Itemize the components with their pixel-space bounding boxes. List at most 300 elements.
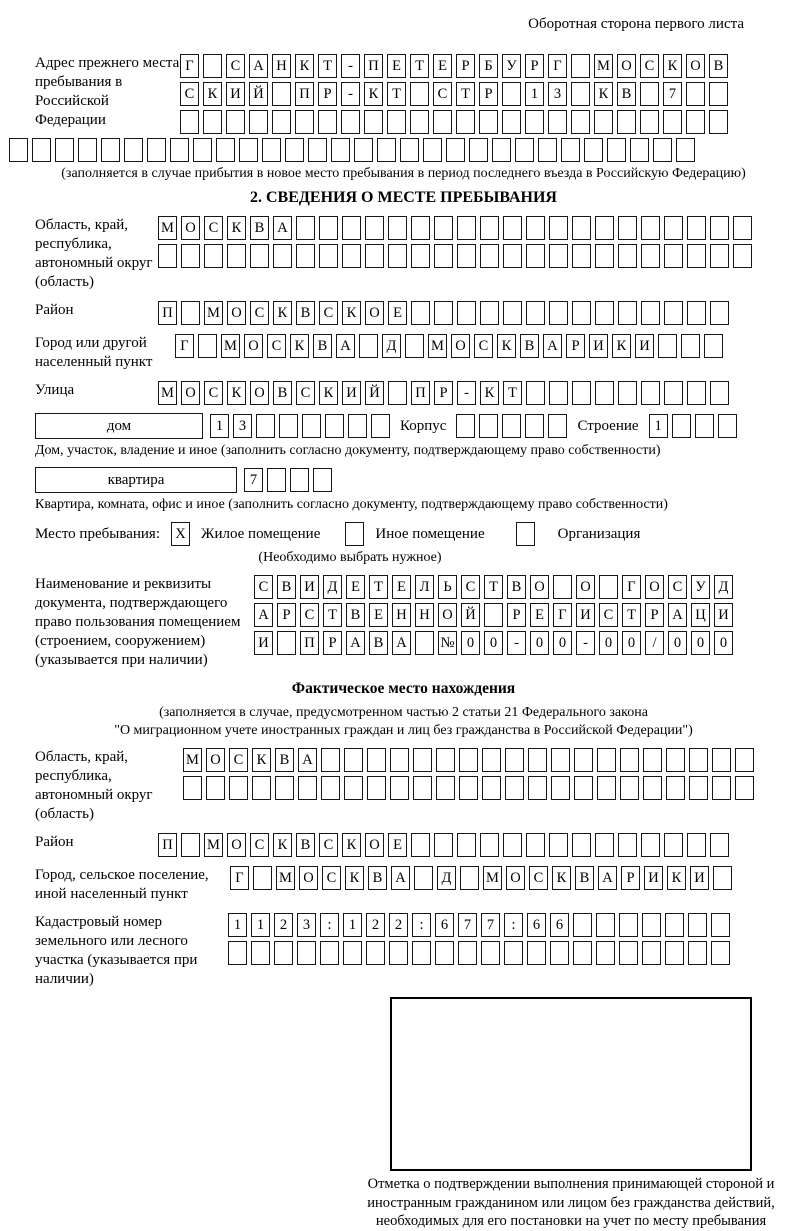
char-cell[interactable] bbox=[595, 833, 614, 857]
char-cell[interactable] bbox=[331, 138, 350, 162]
char-cell[interactable] bbox=[298, 776, 317, 800]
char-cell[interactable]: А bbox=[336, 334, 355, 358]
char-cell[interactable]: Е bbox=[388, 301, 407, 325]
char-cell[interactable] bbox=[318, 110, 337, 134]
char-cell[interactable]: О bbox=[576, 575, 595, 599]
char-cell[interactable] bbox=[272, 82, 291, 106]
char-cell[interactable] bbox=[433, 110, 452, 134]
char-cell[interactable] bbox=[319, 216, 338, 240]
char-cell[interactable]: К bbox=[480, 381, 499, 405]
char-cell[interactable] bbox=[710, 216, 729, 240]
char-cell[interactable] bbox=[296, 244, 315, 268]
char-cell[interactable]: М bbox=[158, 216, 177, 240]
char-cell[interactable] bbox=[550, 941, 569, 965]
char-cell[interactable]: И bbox=[690, 866, 709, 890]
char-cell[interactable] bbox=[571, 54, 590, 78]
char-cell[interactable]: С bbox=[204, 381, 223, 405]
char-cell[interactable] bbox=[252, 776, 271, 800]
char-cell[interactable]: К bbox=[667, 866, 686, 890]
char-cell[interactable] bbox=[279, 414, 298, 438]
char-cell[interactable] bbox=[239, 138, 258, 162]
char-cell[interactable] bbox=[525, 414, 544, 438]
char-cell[interactable] bbox=[618, 216, 637, 240]
char-cell[interactable] bbox=[710, 301, 729, 325]
char-cell[interactable] bbox=[681, 334, 700, 358]
char-cell[interactable]: К bbox=[594, 82, 613, 106]
char-cell[interactable] bbox=[480, 301, 499, 325]
char-cell[interactable] bbox=[411, 833, 430, 857]
char-cell[interactable] bbox=[434, 833, 453, 857]
char-cell[interactable]: И bbox=[226, 82, 245, 106]
char-cell[interactable]: Н bbox=[392, 603, 411, 627]
char-cell[interactable] bbox=[321, 748, 340, 772]
char-cell[interactable] bbox=[618, 301, 637, 325]
char-cell[interactable] bbox=[390, 776, 409, 800]
char-cell[interactable] bbox=[643, 776, 662, 800]
char-cell[interactable] bbox=[366, 941, 385, 965]
char-cell[interactable] bbox=[561, 138, 580, 162]
char-cell[interactable] bbox=[549, 244, 568, 268]
char-cell[interactable]: О bbox=[451, 334, 470, 358]
char-cell[interactable] bbox=[183, 776, 202, 800]
char-cell[interactable] bbox=[686, 82, 705, 106]
char-cell[interactable]: Ц bbox=[691, 603, 710, 627]
char-cell[interactable] bbox=[434, 301, 453, 325]
char-cell[interactable]: К bbox=[345, 866, 364, 890]
char-cell[interactable] bbox=[573, 913, 592, 937]
char-cell[interactable] bbox=[343, 941, 362, 965]
char-cell[interactable]: Г bbox=[622, 575, 641, 599]
char-cell[interactable] bbox=[457, 833, 476, 857]
char-cell[interactable] bbox=[713, 866, 732, 890]
char-cell[interactable] bbox=[124, 138, 143, 162]
char-cell[interactable] bbox=[572, 301, 591, 325]
char-cell[interactable] bbox=[641, 301, 660, 325]
char-cell[interactable] bbox=[170, 138, 189, 162]
char-cell[interactable]: И bbox=[254, 631, 273, 655]
char-cell[interactable]: А bbox=[391, 866, 410, 890]
char-cell[interactable] bbox=[711, 941, 730, 965]
char-cell[interactable] bbox=[405, 334, 424, 358]
char-cell[interactable]: У bbox=[691, 575, 710, 599]
char-cell[interactable]: С bbox=[229, 748, 248, 772]
char-cell[interactable] bbox=[664, 244, 683, 268]
char-cell[interactable] bbox=[665, 941, 684, 965]
char-cell[interactable] bbox=[181, 301, 200, 325]
char-cell[interactable] bbox=[389, 941, 408, 965]
char-cell[interactable] bbox=[297, 941, 316, 965]
char-cell[interactable] bbox=[641, 833, 660, 857]
char-cell[interactable] bbox=[664, 381, 683, 405]
char-cell[interactable] bbox=[227, 244, 246, 268]
char-cell[interactable] bbox=[709, 82, 728, 106]
char-cell[interactable] bbox=[686, 110, 705, 134]
char-cell[interactable] bbox=[290, 468, 309, 492]
char-cell[interactable] bbox=[733, 216, 752, 240]
char-cell[interactable] bbox=[147, 138, 166, 162]
char-cell[interactable] bbox=[505, 748, 524, 772]
char-cell[interactable] bbox=[484, 603, 503, 627]
char-cell[interactable]: 1 bbox=[649, 414, 668, 438]
char-cell[interactable] bbox=[599, 575, 618, 599]
char-cell[interactable]: О bbox=[365, 833, 384, 857]
char-cell[interactable] bbox=[273, 244, 292, 268]
char-cell[interactable] bbox=[387, 110, 406, 134]
char-cell[interactable] bbox=[553, 575, 572, 599]
char-cell[interactable]: Д bbox=[323, 575, 342, 599]
char-cell[interactable] bbox=[641, 244, 660, 268]
char-cell[interactable]: С bbox=[461, 575, 480, 599]
char-cell[interactable]: К bbox=[227, 216, 246, 240]
char-cell[interactable]: К bbox=[203, 82, 222, 106]
char-cell[interactable]: О bbox=[438, 603, 457, 627]
char-cell[interactable]: В bbox=[709, 54, 728, 78]
char-cell[interactable] bbox=[502, 414, 521, 438]
char-cell[interactable] bbox=[302, 414, 321, 438]
char-cell[interactable]: 0 bbox=[530, 631, 549, 655]
char-cell[interactable]: С bbox=[226, 54, 245, 78]
char-cell[interactable] bbox=[572, 381, 591, 405]
char-cell[interactable]: Т bbox=[503, 381, 522, 405]
char-cell[interactable]: С bbox=[319, 833, 338, 857]
char-cell[interactable]: С bbox=[640, 54, 659, 78]
char-cell[interactable]: М bbox=[183, 748, 202, 772]
char-cell[interactable]: 3 bbox=[548, 82, 567, 106]
char-cell[interactable] bbox=[596, 941, 615, 965]
char-cell[interactable] bbox=[643, 748, 662, 772]
char-cell[interactable]: В bbox=[275, 748, 294, 772]
char-cell[interactable]: Е bbox=[530, 603, 549, 627]
char-cell[interactable]: Е bbox=[388, 833, 407, 857]
char-cell[interactable]: В bbox=[273, 381, 292, 405]
char-cell[interactable]: О bbox=[365, 301, 384, 325]
char-cell[interactable]: А bbox=[543, 334, 562, 358]
char-cell[interactable]: Б bbox=[479, 54, 498, 78]
char-cell[interactable] bbox=[549, 381, 568, 405]
char-cell[interactable] bbox=[620, 748, 639, 772]
char-cell[interactable] bbox=[538, 138, 557, 162]
char-cell[interactable]: Й bbox=[365, 381, 384, 405]
char-cell[interactable] bbox=[594, 110, 613, 134]
char-cell[interactable] bbox=[503, 301, 522, 325]
char-cell[interactable] bbox=[228, 941, 247, 965]
char-cell[interactable]: С bbox=[300, 603, 319, 627]
house-type-box[interactable]: дом bbox=[35, 413, 203, 439]
char-cell[interactable]: А bbox=[249, 54, 268, 78]
char-cell[interactable] bbox=[460, 866, 479, 890]
char-cell[interactable]: В bbox=[296, 833, 315, 857]
char-cell[interactable] bbox=[319, 244, 338, 268]
char-cell[interactable] bbox=[527, 941, 546, 965]
char-cell[interactable] bbox=[526, 244, 545, 268]
char-cell[interactable] bbox=[664, 301, 683, 325]
char-cell[interactable] bbox=[249, 110, 268, 134]
char-cell[interactable] bbox=[193, 138, 212, 162]
char-cell[interactable] bbox=[607, 138, 626, 162]
char-cell[interactable] bbox=[341, 110, 360, 134]
char-cell[interactable] bbox=[414, 866, 433, 890]
char-cell[interactable]: К bbox=[497, 334, 516, 358]
char-cell[interactable] bbox=[367, 776, 386, 800]
char-cell[interactable]: В bbox=[369, 631, 388, 655]
char-cell[interactable]: Т bbox=[622, 603, 641, 627]
char-cell[interactable]: И bbox=[300, 575, 319, 599]
char-cell[interactable]: О bbox=[506, 866, 525, 890]
char-cell[interactable] bbox=[203, 54, 222, 78]
char-cell[interactable] bbox=[688, 941, 707, 965]
char-cell[interactable]: О bbox=[227, 833, 246, 857]
char-cell[interactable] bbox=[711, 913, 730, 937]
char-cell[interactable]: Р bbox=[318, 82, 337, 106]
char-cell[interactable]: 2 bbox=[389, 913, 408, 937]
char-cell[interactable] bbox=[619, 941, 638, 965]
char-cell[interactable] bbox=[469, 138, 488, 162]
char-cell[interactable] bbox=[457, 216, 476, 240]
char-cell[interactable] bbox=[412, 941, 431, 965]
char-cell[interactable] bbox=[436, 748, 455, 772]
char-cell[interactable] bbox=[371, 414, 390, 438]
char-cell[interactable]: С bbox=[433, 82, 452, 106]
char-cell[interactable] bbox=[267, 468, 286, 492]
char-cell[interactable]: Р bbox=[479, 82, 498, 106]
char-cell[interactable] bbox=[658, 334, 677, 358]
char-cell[interactable] bbox=[503, 244, 522, 268]
char-cell[interactable] bbox=[549, 301, 568, 325]
char-cell[interactable]: В bbox=[296, 301, 315, 325]
char-cell[interactable] bbox=[390, 748, 409, 772]
char-cell[interactable] bbox=[505, 776, 524, 800]
char-cell[interactable]: 1 bbox=[343, 913, 362, 937]
char-cell[interactable] bbox=[446, 138, 465, 162]
char-cell[interactable] bbox=[710, 381, 729, 405]
char-cell[interactable] bbox=[666, 748, 685, 772]
char-cell[interactable] bbox=[296, 216, 315, 240]
char-cell[interactable] bbox=[595, 381, 614, 405]
char-cell[interactable]: Р bbox=[525, 54, 544, 78]
char-cell[interactable] bbox=[718, 414, 737, 438]
char-cell[interactable] bbox=[653, 138, 672, 162]
char-cell[interactable]: Р bbox=[434, 381, 453, 405]
char-cell[interactable] bbox=[571, 110, 590, 134]
char-cell[interactable]: М bbox=[594, 54, 613, 78]
char-cell[interactable] bbox=[630, 138, 649, 162]
char-cell[interactable] bbox=[687, 833, 706, 857]
char-cell[interactable] bbox=[504, 941, 523, 965]
char-cell[interactable]: К bbox=[295, 54, 314, 78]
char-cell[interactable]: Т bbox=[318, 54, 337, 78]
char-cell[interactable] bbox=[617, 110, 636, 134]
char-cell[interactable] bbox=[482, 776, 501, 800]
char-cell[interactable]: С bbox=[204, 216, 223, 240]
char-cell[interactable]: 0 bbox=[714, 631, 733, 655]
char-cell[interactable] bbox=[528, 748, 547, 772]
char-cell[interactable] bbox=[277, 631, 296, 655]
char-cell[interactable] bbox=[687, 381, 706, 405]
char-cell[interactable] bbox=[733, 244, 752, 268]
char-cell[interactable]: С bbox=[254, 575, 273, 599]
char-cell[interactable]: К bbox=[273, 833, 292, 857]
char-cell[interactable] bbox=[709, 110, 728, 134]
char-cell[interactable]: П bbox=[158, 301, 177, 325]
char-cell[interactable]: О bbox=[250, 381, 269, 405]
char-cell[interactable]: Е bbox=[433, 54, 452, 78]
char-cell[interactable] bbox=[642, 913, 661, 937]
char-cell[interactable] bbox=[663, 110, 682, 134]
char-cell[interactable]: Е bbox=[346, 575, 365, 599]
char-cell[interactable] bbox=[459, 748, 478, 772]
char-cell[interactable] bbox=[411, 244, 430, 268]
char-cell[interactable] bbox=[295, 110, 314, 134]
char-cell[interactable] bbox=[618, 381, 637, 405]
char-cell[interactable] bbox=[9, 138, 28, 162]
char-cell[interactable] bbox=[203, 110, 222, 134]
char-cell[interactable]: В bbox=[368, 866, 387, 890]
char-cell[interactable]: Т bbox=[410, 54, 429, 78]
char-cell[interactable]: - bbox=[457, 381, 476, 405]
char-cell[interactable] bbox=[687, 244, 706, 268]
char-cell[interactable] bbox=[482, 748, 501, 772]
char-cell[interactable] bbox=[712, 776, 731, 800]
char-cell[interactable]: И bbox=[342, 381, 361, 405]
char-cell[interactable]: В bbox=[507, 575, 526, 599]
char-cell[interactable]: Р bbox=[456, 54, 475, 78]
char-cell[interactable]: Д bbox=[714, 575, 733, 599]
char-cell[interactable] bbox=[548, 414, 567, 438]
char-cell[interactable]: В bbox=[313, 334, 332, 358]
char-cell[interactable]: О bbox=[227, 301, 246, 325]
char-cell[interactable]: 7 bbox=[244, 468, 263, 492]
char-cell[interactable] bbox=[344, 776, 363, 800]
char-cell[interactable] bbox=[479, 414, 498, 438]
char-cell[interactable]: О bbox=[686, 54, 705, 78]
char-cell[interactable] bbox=[342, 244, 361, 268]
char-cell[interactable] bbox=[181, 244, 200, 268]
char-cell[interactable]: А bbox=[668, 603, 687, 627]
char-cell[interactable]: И bbox=[635, 334, 654, 358]
char-cell[interactable] bbox=[342, 216, 361, 240]
char-cell[interactable]: Р bbox=[277, 603, 296, 627]
char-cell[interactable]: 7 bbox=[458, 913, 477, 937]
char-cell[interactable]: К bbox=[252, 748, 271, 772]
char-cell[interactable] bbox=[551, 776, 570, 800]
char-cell[interactable] bbox=[251, 941, 270, 965]
char-cell[interactable]: Г bbox=[548, 54, 567, 78]
char-cell[interactable]: И bbox=[714, 603, 733, 627]
char-cell[interactable]: С bbox=[250, 833, 269, 857]
char-cell[interactable] bbox=[597, 776, 616, 800]
char-cell[interactable] bbox=[503, 833, 522, 857]
stay-type-other-premises-checkbox[interactable] bbox=[345, 522, 364, 546]
char-cell[interactable] bbox=[515, 138, 534, 162]
char-cell[interactable] bbox=[364, 110, 383, 134]
char-cell[interactable]: В bbox=[346, 603, 365, 627]
char-cell[interactable] bbox=[480, 244, 499, 268]
char-cell[interactable] bbox=[735, 776, 754, 800]
char-cell[interactable]: М bbox=[158, 381, 177, 405]
char-cell[interactable]: 6 bbox=[550, 913, 569, 937]
char-cell[interactable] bbox=[367, 748, 386, 772]
char-cell[interactable] bbox=[411, 301, 430, 325]
char-cell[interactable]: К bbox=[273, 301, 292, 325]
char-cell[interactable] bbox=[198, 334, 217, 358]
char-cell[interactable] bbox=[325, 414, 344, 438]
char-cell[interactable]: О bbox=[617, 54, 636, 78]
char-cell[interactable] bbox=[503, 216, 522, 240]
char-cell[interactable]: / bbox=[645, 631, 664, 655]
char-cell[interactable]: С bbox=[529, 866, 548, 890]
char-cell[interactable]: Й bbox=[249, 82, 268, 106]
char-cell[interactable] bbox=[619, 913, 638, 937]
char-cell[interactable] bbox=[480, 216, 499, 240]
char-cell[interactable]: Т bbox=[456, 82, 475, 106]
char-cell[interactable]: Д bbox=[437, 866, 456, 890]
char-cell[interactable]: С bbox=[322, 866, 341, 890]
char-cell[interactable] bbox=[321, 776, 340, 800]
char-cell[interactable]: П bbox=[411, 381, 430, 405]
char-cell[interactable] bbox=[413, 776, 432, 800]
char-cell[interactable] bbox=[434, 244, 453, 268]
char-cell[interactable]: : bbox=[412, 913, 431, 937]
char-cell[interactable]: Й bbox=[461, 603, 480, 627]
char-cell[interactable]: Е bbox=[392, 575, 411, 599]
char-cell[interactable]: И bbox=[644, 866, 663, 890]
char-cell[interactable]: 0 bbox=[599, 631, 618, 655]
char-cell[interactable] bbox=[457, 244, 476, 268]
char-cell[interactable] bbox=[572, 216, 591, 240]
char-cell[interactable]: 1 bbox=[251, 913, 270, 937]
char-cell[interactable] bbox=[285, 138, 304, 162]
char-cell[interactable]: В bbox=[520, 334, 539, 358]
char-cell[interactable]: М bbox=[276, 866, 295, 890]
char-cell[interactable] bbox=[618, 833, 637, 857]
char-cell[interactable]: С bbox=[250, 301, 269, 325]
char-cell[interactable] bbox=[272, 110, 291, 134]
char-cell[interactable]: Н bbox=[415, 603, 434, 627]
char-cell[interactable] bbox=[400, 138, 419, 162]
char-cell[interactable]: О bbox=[530, 575, 549, 599]
char-cell[interactable]: : bbox=[320, 913, 339, 937]
char-cell[interactable] bbox=[181, 833, 200, 857]
char-cell[interactable] bbox=[689, 776, 708, 800]
char-cell[interactable]: Г bbox=[175, 334, 194, 358]
char-cell[interactable]: 7 bbox=[663, 82, 682, 106]
char-cell[interactable] bbox=[549, 216, 568, 240]
char-cell[interactable]: А bbox=[273, 216, 292, 240]
char-cell[interactable]: 6 bbox=[527, 913, 546, 937]
char-cell[interactable] bbox=[572, 244, 591, 268]
char-cell[interactable] bbox=[689, 748, 708, 772]
char-cell[interactable]: Л bbox=[415, 575, 434, 599]
char-cell[interactable]: Е bbox=[369, 603, 388, 627]
char-cell[interactable] bbox=[712, 748, 731, 772]
char-cell[interactable] bbox=[573, 941, 592, 965]
char-cell[interactable] bbox=[229, 776, 248, 800]
char-cell[interactable] bbox=[595, 216, 614, 240]
char-cell[interactable] bbox=[526, 216, 545, 240]
char-cell[interactable]: К bbox=[364, 82, 383, 106]
char-cell[interactable]: Е bbox=[387, 54, 406, 78]
char-cell[interactable]: Р bbox=[507, 603, 526, 627]
char-cell[interactable] bbox=[410, 110, 429, 134]
char-cell[interactable] bbox=[250, 244, 269, 268]
char-cell[interactable] bbox=[101, 138, 120, 162]
char-cell[interactable] bbox=[502, 82, 521, 106]
char-cell[interactable] bbox=[640, 110, 659, 134]
char-cell[interactable]: О bbox=[181, 216, 200, 240]
char-cell[interactable]: № bbox=[438, 631, 457, 655]
apartment-type-box[interactable]: квартира bbox=[35, 467, 237, 493]
char-cell[interactable] bbox=[687, 301, 706, 325]
